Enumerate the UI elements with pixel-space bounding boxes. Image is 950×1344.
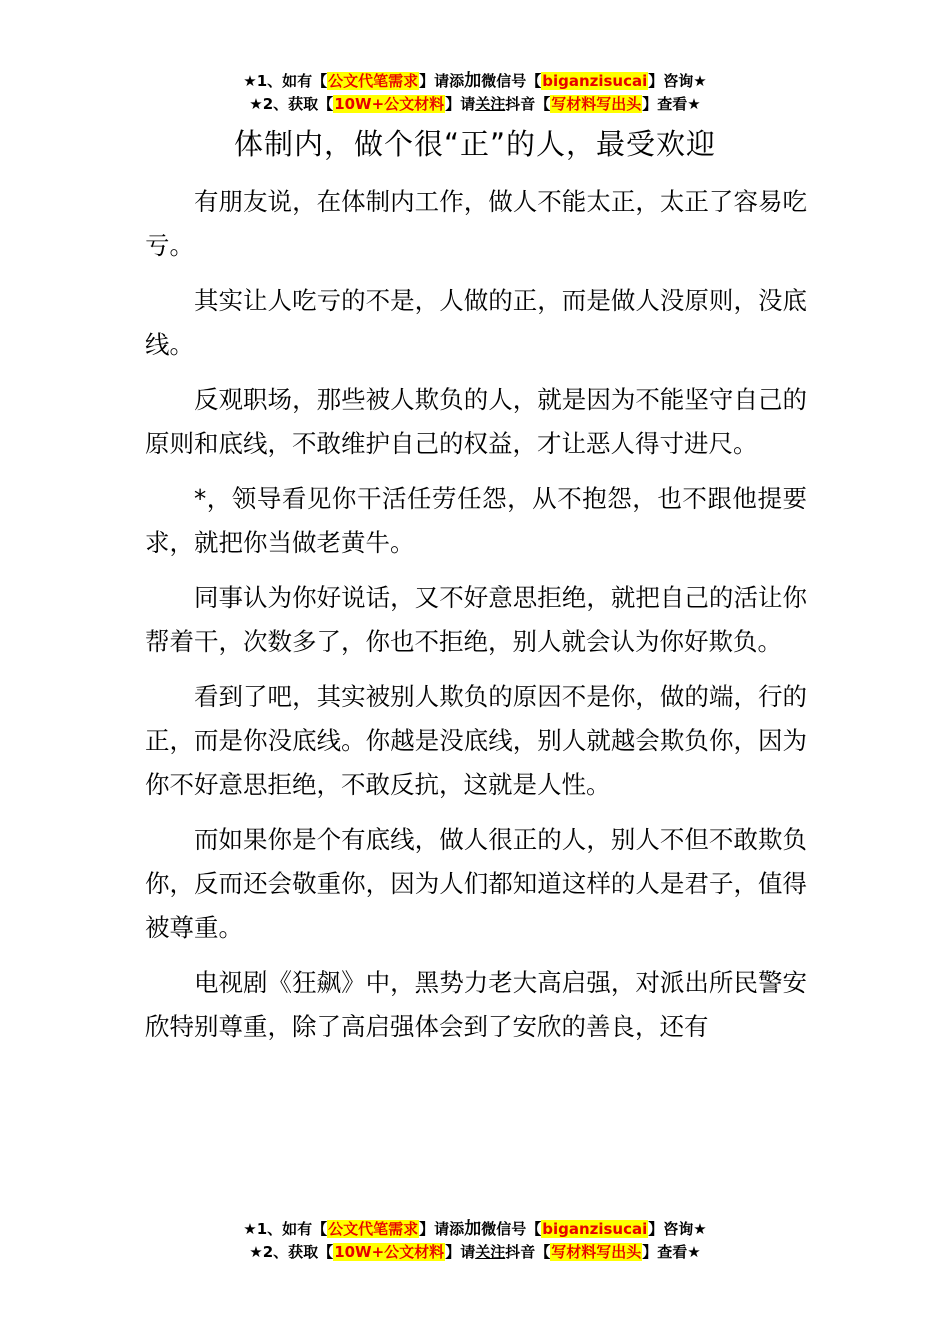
paragraph: 其实让人吃亏的不是，人做的正，而是做人没原则，没底线。 bbox=[145, 286, 807, 359]
bottom-promo-banner bbox=[0, 1218, 950, 1264]
paragraph: 看到了吧，其实被别人欺负的原因不是你，做的端，行的正，而是你没底线。你越是没底线，别人就越会欺负你，因为你不好意思拒绝，不敢反抗，这就是人性。 bbox=[145, 682, 807, 799]
promo-line-1: ★1、如有【公文代笔需求】请添加微信号【biganzisucai】咨询★ bbox=[243, 71, 707, 91]
promo-highlight-service: 公文代笔需求 bbox=[328, 1220, 419, 1238]
paragraph: 同事认为你好说话，又不好意思拒绝，就把自己的活让你帮着干，次数多了，你也不拒绝，别人就会认为你好欺负。 bbox=[145, 583, 807, 656]
paragraph: 电视剧《狂飙》中，黑势力老大高启强，对派出所民警安欣特别尊重，除了高启强体会到了安欣的善良，还有 bbox=[145, 968, 807, 1041]
promo-highlight-douyin: 写材料写出头 bbox=[551, 95, 642, 113]
article-title: 体制内，做个很“正”的人，最受欢迎 bbox=[233, 127, 717, 161]
paragraph: 有朋友说，在体制内工作，做人不能太正，太正了容易吃亏。 bbox=[145, 187, 807, 260]
top-promo-banner bbox=[0, 70, 950, 116]
promo-highlight-wechat-id: biganzisucai bbox=[542, 1220, 648, 1238]
promo-line-1: ★1、如有【公文代笔需求】请添加微信号【biganzisucai】咨询★ bbox=[243, 1219, 707, 1239]
promo-highlight-materials: 10W+公文材料 bbox=[334, 1243, 445, 1261]
promo-line-2: ★2、获取【10W+公文材料】请关注抖音【写材料写出头】查看★ bbox=[249, 95, 701, 113]
promo-highlight-materials: 10W+公文材料 bbox=[334, 95, 445, 113]
promo-highlight-wechat-id: biganzisucai bbox=[542, 72, 648, 90]
paragraph: 反观职场，那些被人欺负的人，就是因为不能坚守自己的原则和底线，不敢维护自己的权益，才让恶人得寸进尺。 bbox=[145, 385, 807, 458]
article-body bbox=[145, 180, 807, 1140]
paragraph: 而如果你是个有底线，做人很正的人，别人不但不敢欺负你，反而还会敬重你，因为人们都知道这样的人是君子，值得被尊重。 bbox=[145, 825, 807, 942]
promo-highlight-service: 公文代笔需求 bbox=[328, 72, 419, 90]
promo-highlight-douyin: 写材料写出头 bbox=[551, 1243, 642, 1261]
paragraph: *，领导看见你干活任劳任怨，从不抱怨，也不跟他提要求，就把你当做老黄牛。 bbox=[145, 484, 807, 557]
promo-line-2: ★2、获取【10W+公文材料】请关注抖音【写材料写出头】查看★ bbox=[249, 1243, 701, 1261]
